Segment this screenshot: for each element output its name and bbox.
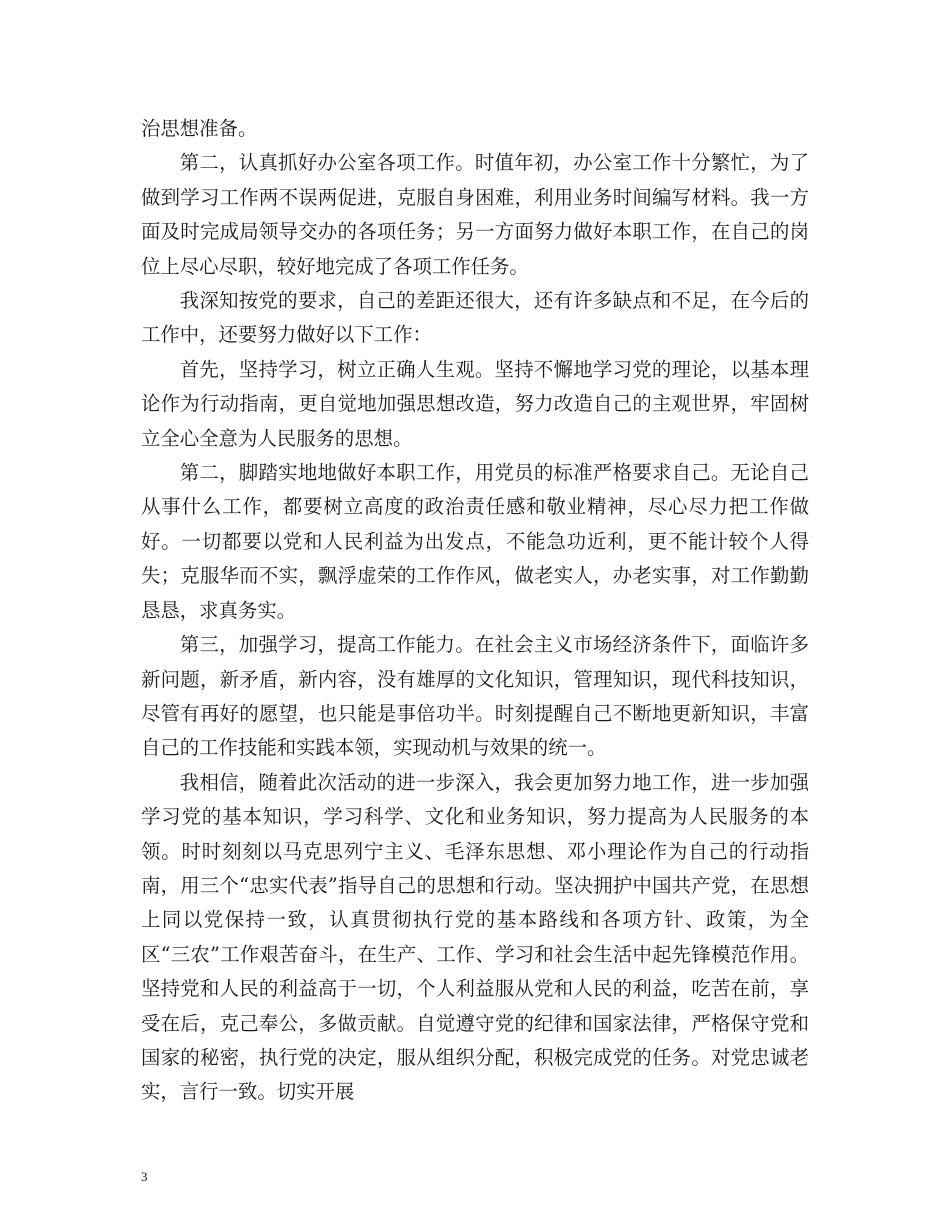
paragraph-first-study: 首先，坚持学习，树立正确人生观。坚持不懈地学习党的理论，以基本理论作为行动指南，更自觉地加强思想改造，努力改造自己的主观世界，牢固树立全心全意为人民服务的思想。 [141,357,809,450]
paragraph-third-ability: 第三，加强学习，提高工作能力。在社会主义市场经济条件下，面临许多新问题，新矛盾，新内容，没有雄厚的文化知识，管理知识，现代科技知识，尽管有再好的愿望，也只能是事倍功半。时刻提醒自己不断地更新知识，丰富自己的工作技能和实践本领，实现动机与效果的统一。 [141,633,809,760]
paragraph-belief: 我相信，随着此次活动的进一步深入，我会更加努力地工作，进一步加强学习党的基本知识，学习科学、文化和业务知识，努力提高为人民服务的本领。时时刻刻以马克思列宁主义、毛泽东思想、邓小理论作为自己的行动指南，用三个“忠实代表”指导自己的思想和行动。坚决拥护中国共产党，在思想上同以党保持一致，认真贯彻执行党的基本路线和各项方针、政策，为全区“三农”工作艰苦奋斗，在生产、工作、学习和社会生活中起先锋模范作用。坚持党和人民的利益高于一切，个人利益服从党和人民的利益，吃苦在前，享受在后，克己奉公，多做贡献。自觉遵守党的纪律和国家法律，严格保守党和国家的秘密，执行党的决定，服从组织分配，积极完成党的任务。对党忠诚老实，言行一致。切实开展 [141,770,809,1104]
paragraph-shortcomings: 我深知按党的要求，自己的差距还很大，还有许多缺点和不足，在今后的工作中，还要努力做好以下工作： [141,289,809,347]
paragraph-office-work: 第二，认真抓好办公室各项工作。时值年初，办公室工作十分繁忙，为了做到学习工作两不误两促进，克服自身困难，利用业务时间编写材料。我一方面及时完成局领导交办的各项任务；另一方面努力做好本职工作，在自己的岗位上尽心尽职，较好地完成了各项工作任务。 [141,151,809,278]
paragraph-continuation: 治思想准备。 [141,117,258,140]
page-number: 3 [141,1169,148,1184]
paragraph-second-duty: 第二，脚踏实地地做好本职工作，用党员的标准严格要求自己。无论自己从事什么工作，都要树立高度的政治责任感和敬业精神，尽心尽力把工作做好。一切都要以党和人民利益为出发点，不能急功近利，更不能计较个人得失；克服华而不实，飘浮虚荣的工作作风，做老实人，办老实事，对工作勤勤恳恳，求真务实。 [141,461,809,622]
document-body [141,112,809,1110]
